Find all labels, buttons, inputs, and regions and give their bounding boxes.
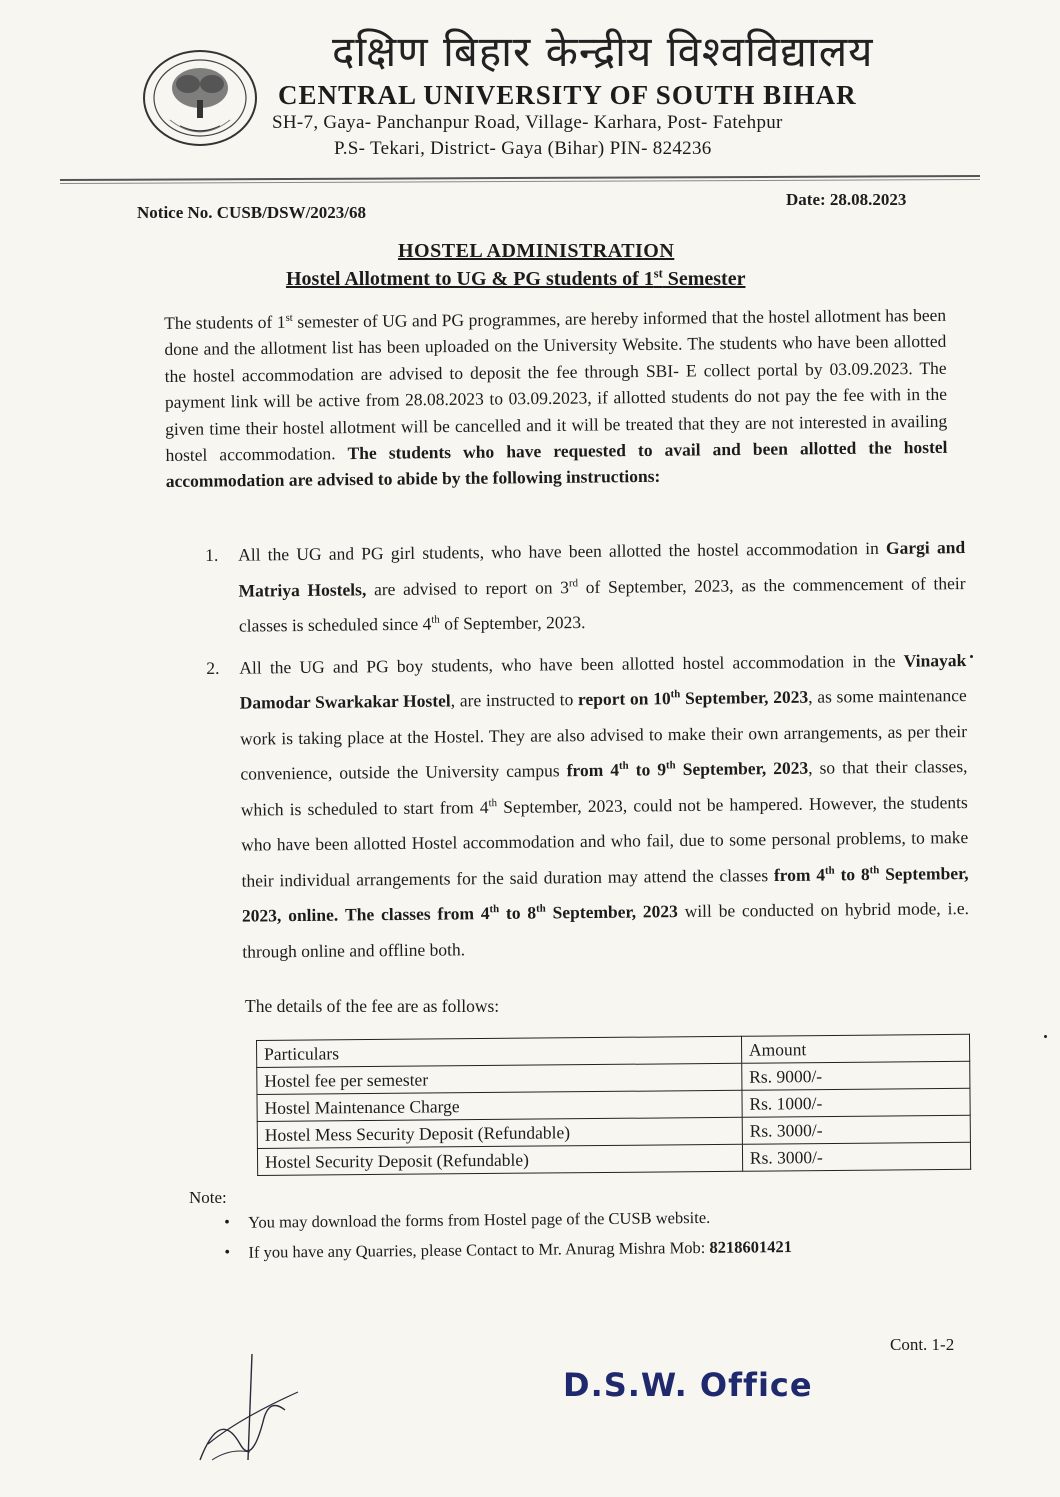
university-name-hindi: दक्षिण बिहार केन्द्रीय विश्वविद्यालय xyxy=(332,27,874,76)
notes-list xyxy=(222,1202,792,1268)
header-amount: Amount xyxy=(741,1034,969,1063)
list-item: • You may download the forms from Hostel page of the CUSB website. xyxy=(222,1202,792,1238)
continuation-marker: Cont. 1-2 xyxy=(890,1335,955,1354)
list-item: • If you have any Quarries, please Contact to Mr. Anurag Mishra Mob: 8218601421 xyxy=(222,1232,792,1268)
notice-date: Date: 28.08.2023 xyxy=(786,190,907,209)
intro-paragraph: The students of 1st semester of UG and PG programmes, are hereby informed that the hostel allotment has been done and the allotment list has been uploaded on the University Website. The students who have been allotted the hostel accommodation are advised to deposit the fee through SBI- E collect portal by 03.09.2023. The payment link will be active from 28.08.2023 to 03.09.2023, if allotted students do not pay the fee with in the given time their hostel allotment will be cancelled and it will be treated that they are not interested in availing hostel accommodation. The students who have requested to avail and been allotted the hostel accommodation are advised to abide by the following instructions: xyxy=(164,304,948,492)
university-seal-icon xyxy=(140,48,260,148)
address-line-1: SH-7, Gaya- Panchanpur Road, Village- Karhara, Post- Fatehpur xyxy=(272,112,783,133)
particular-cell: Hostel Mess Security Deposit (Refundable) xyxy=(257,1117,742,1148)
list-item: 2. All the UG and PG boy students, who have been allotted hostel accommodation in the Vinayak Damodar Swarkakar Hostel, are instructed to report on 10th September, 2023, as some maintenance work is taking place at the Hostel. They are also advised to make their own arrangements, as per their convenience, outside the University campus from 4th to 9th September, 2023, so that their classes, which is scheduled to start from 4th September, 2023, could not be hampered. However, the students who have been allotted Hostel accommodation and who fail, due to some personal problems, to make their individual arrangements for the said duration may attend the classes from 4th to 8th September, 2023, online. The classes from 4th to 8th September, 2023 will be conducted on hybrid mode, i.e. through online and offline both. xyxy=(206,649,970,962)
table-row xyxy=(257,1142,970,1175)
university-name-english: CENTRAL UNIVERSITY OF SOUTH BIHAR xyxy=(278,80,857,110)
amount-cell: Rs. 1000/- xyxy=(742,1088,970,1117)
notice-number: Notice No. CUSB/DSW/2023/68 xyxy=(137,203,367,222)
particular-cell: Hostel Security Deposit (Refundable) xyxy=(257,1144,742,1175)
particular-cell: Hostel fee per semester xyxy=(257,1063,742,1094)
scan-speck xyxy=(970,655,973,658)
instructions-list xyxy=(205,530,969,970)
amount-cell: Rs. 3000/- xyxy=(742,1115,970,1144)
note-label: Note: xyxy=(189,1188,227,1207)
particular-cell: Hostel Maintenance Charge xyxy=(257,1090,742,1121)
fee-intro: The details of the fee are as follows: xyxy=(245,996,500,1016)
notice-subtitle: Hostel Allotment to UG & PG students of 1st Semester xyxy=(286,266,746,290)
signature-icon xyxy=(190,1348,320,1468)
amount-cell: Rs. 3000/- xyxy=(742,1142,970,1171)
address-line-2: P.S- Tekari, District- Gaya (Bihar) PIN- 824236 xyxy=(334,138,712,159)
list-item: 1. All the UG and PG girl students, who have been allotted the hostel accommodation in Gargi and Matriya Hostels, are advised to report on 3rd of September, 2023, as the commencement of their classes is scheduled since 4th of September, 2023. xyxy=(205,537,966,636)
office-stamp: D.S.W. Office xyxy=(563,1366,813,1404)
amount-cell: Rs. 9000/- xyxy=(742,1061,970,1090)
fee-table xyxy=(256,1034,971,1176)
notice-title: HOSTEL ADMINISTRATION xyxy=(398,240,675,262)
scan-speck xyxy=(1044,1035,1047,1038)
header-particulars: Particulars xyxy=(257,1036,742,1067)
